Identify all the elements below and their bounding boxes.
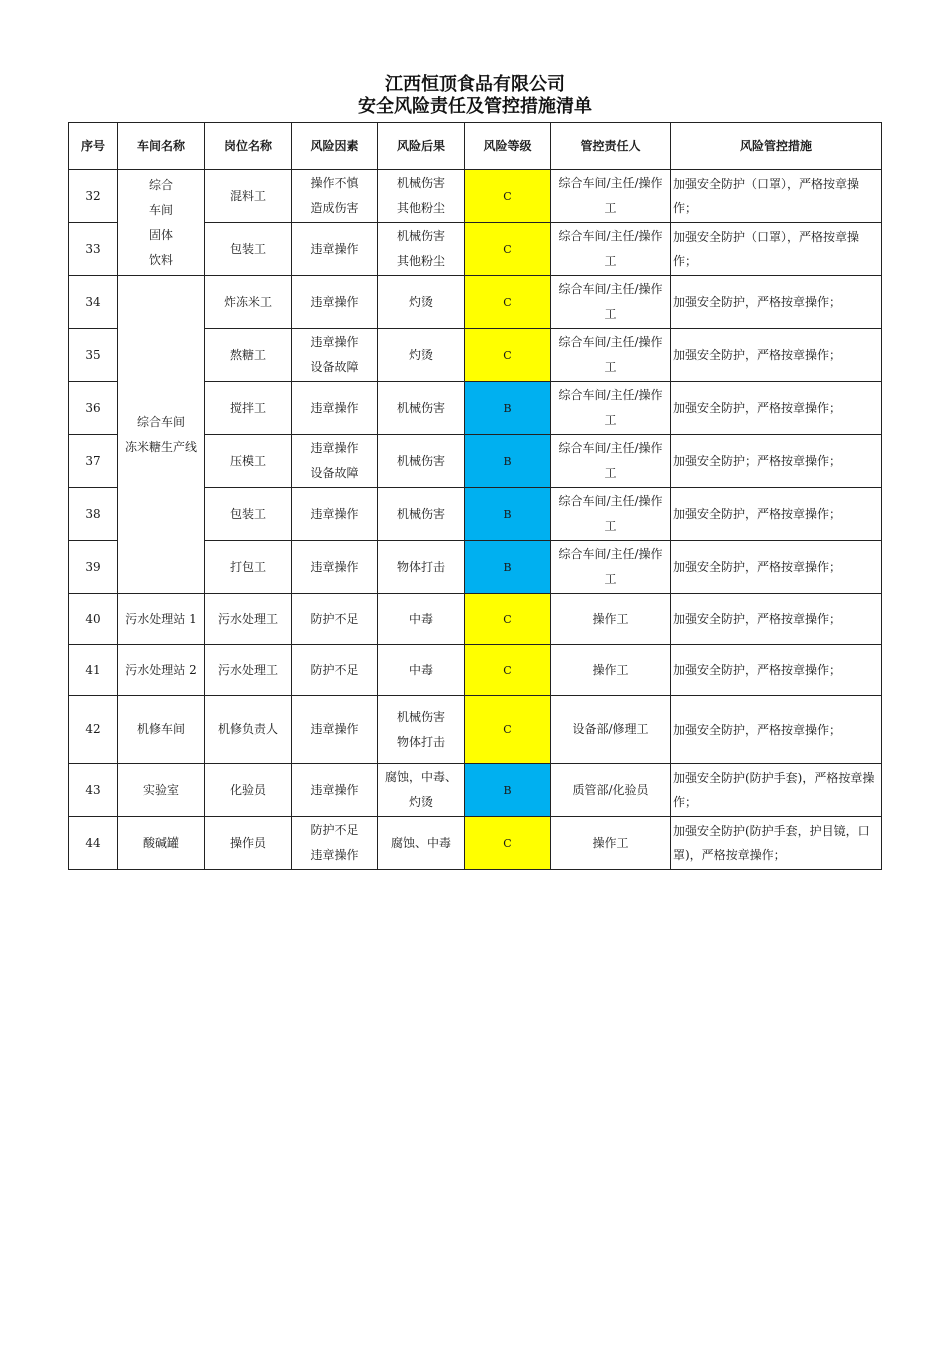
risk-level: C: [465, 696, 551, 764]
shop-name-solid: 综合 车间 固体 饮料: [118, 170, 205, 276]
row-no: 41: [69, 645, 118, 696]
risk-level: C: [465, 329, 551, 382]
risk-level: C: [465, 276, 551, 329]
post-name: 污水处理工: [205, 594, 292, 645]
control-measure: 加强安全防护，严格按章操作；: [671, 382, 882, 435]
table-row: [69, 696, 882, 764]
risk-level: B: [465, 764, 551, 817]
control-measure: 加强安全防护，严格按章操作；: [671, 696, 882, 764]
row-no: 38: [69, 488, 118, 541]
row-no: 44: [69, 817, 118, 870]
risk-level: C: [465, 645, 551, 696]
owner: 操作工: [551, 817, 671, 870]
col-header-measure: 风险管控措施: [671, 123, 882, 170]
col-header-owner: 管控责任人: [551, 123, 671, 170]
risk-factor: 防护不足: [292, 645, 378, 696]
post-name: 搅拌工: [205, 382, 292, 435]
risk-factor: 违章操作: [292, 382, 378, 435]
risk-level: B: [465, 435, 551, 488]
post-name: 操作员: [205, 817, 292, 870]
risk-table: [68, 122, 882, 870]
shop-name: 污水处理站 1: [118, 594, 205, 645]
table-row: [69, 170, 882, 223]
control-measure: 加强安全防护，严格按章操作；: [671, 541, 882, 594]
risk-result: 灼烫: [378, 329, 465, 382]
risk-factor: 违章操作 设备故障: [292, 435, 378, 488]
table-row: [69, 764, 882, 817]
table-row: [69, 594, 882, 645]
risk-level: C: [465, 223, 551, 276]
risk-result: 机械伤害 物体打击: [378, 696, 465, 764]
row-no: 42: [69, 696, 118, 764]
post-name: 包装工: [205, 488, 292, 541]
risk-level: B: [465, 382, 551, 435]
risk-result: 机械伤害: [378, 488, 465, 541]
risk-level: B: [465, 541, 551, 594]
risk-result: 腐蚀、中毒: [378, 817, 465, 870]
post-name: 打包工: [205, 541, 292, 594]
risk-factor: 违章操作: [292, 223, 378, 276]
post-name: 混料工: [205, 170, 292, 223]
owner: 操作工: [551, 645, 671, 696]
risk-result: 机械伤害 其他粉尘: [378, 223, 465, 276]
control-measure: 加强安全防护，严格按章操作；: [671, 594, 882, 645]
owner: 综合车间/主任/操作 工: [551, 541, 671, 594]
post-name: 炸冻米工: [205, 276, 292, 329]
control-measure: 加强安全防护（口罩），严格按章操作；: [671, 170, 882, 223]
owner: 操作工: [551, 594, 671, 645]
owner: 综合车间/主任/操作 工: [551, 170, 671, 223]
risk-factor: 违章操作: [292, 696, 378, 764]
risk-factor: 违章操作: [292, 276, 378, 329]
row-no: 37: [69, 435, 118, 488]
risk-level: B: [465, 488, 551, 541]
post-name: 压模工: [205, 435, 292, 488]
owner: 质管部/化验员: [551, 764, 671, 817]
col-header-factor: 风险因素: [292, 123, 378, 170]
row-no: 33: [69, 223, 118, 276]
shop-name-candy: 综合车间 冻米糖生产线: [118, 276, 205, 594]
post-name: 包装工: [205, 223, 292, 276]
risk-level: C: [465, 817, 551, 870]
post-name: 熬糖工: [205, 329, 292, 382]
shop-name: 实验室: [118, 764, 205, 817]
control-measure: 加强安全防护，严格按章操作；: [671, 329, 882, 382]
header-row: [69, 123, 882, 170]
owner: 综合车间/主任/操作 工: [551, 488, 671, 541]
risk-factor: 违章操作: [292, 488, 378, 541]
risk-factor: 违章操作: [292, 541, 378, 594]
post-name: 化验员: [205, 764, 292, 817]
table-row: [69, 817, 882, 870]
table-row: [69, 645, 882, 696]
post-name: 机修负责人: [205, 696, 292, 764]
risk-result: 中毒: [378, 645, 465, 696]
row-no: 35: [69, 329, 118, 382]
risk-factor: 防护不足 违章操作: [292, 817, 378, 870]
col-header-post: 岗位名称: [205, 123, 292, 170]
col-header-result: 风险后果: [378, 123, 465, 170]
risk-result: 机械伤害 其他粉尘: [378, 170, 465, 223]
risk-factor: 违章操作: [292, 764, 378, 817]
control-measure: 加强安全防护，严格按章操作；: [671, 488, 882, 541]
row-no: 34: [69, 276, 118, 329]
risk-level: C: [465, 594, 551, 645]
post-name: 污水处理工: [205, 645, 292, 696]
risk-factor: 操作不慎 造成伤害: [292, 170, 378, 223]
risk-result: 物体打击: [378, 541, 465, 594]
col-header-no: 序号: [69, 123, 118, 170]
col-header-level: 风险等级: [465, 123, 551, 170]
control-measure: 加强安全防护，严格按章操作；: [671, 276, 882, 329]
col-header-shop: 车间名称: [118, 123, 205, 170]
owner: 综合车间/主任/操作 工: [551, 382, 671, 435]
table-row: [69, 276, 882, 329]
list-title: 安全风险责任及管控措施清单: [358, 96, 592, 117]
owner: 综合车间/主任/操作 工: [551, 329, 671, 382]
owner: 综合车间/主任/操作 工: [551, 223, 671, 276]
risk-result: 腐蚀，中毒、 灼烫: [378, 764, 465, 817]
document-titles: [0, 74, 950, 118]
shop-name: 酸碱罐: [118, 817, 205, 870]
shop-name: 机修车间: [118, 696, 205, 764]
risk-result: 机械伤害: [378, 382, 465, 435]
control-measure: 加强安全防护(防护手套)，严格按章操作；: [671, 764, 882, 817]
company-title: 江西恒顶食品有限公司: [385, 74, 565, 95]
risk-level: C: [465, 170, 551, 223]
control-measure: 加强安全防护(防护手套，护目镜，口罩)，严格按章操作；: [671, 817, 882, 870]
row-no: 39: [69, 541, 118, 594]
row-no: 40: [69, 594, 118, 645]
risk-result: 机械伤害: [378, 435, 465, 488]
shop-name: 污水处理站 2: [118, 645, 205, 696]
control-measure: 加强安全防护；严格按章操作；: [671, 435, 882, 488]
row-no: 36: [69, 382, 118, 435]
control-measure: 加强安全防护（口罩），严格按章操作；: [671, 223, 882, 276]
owner: 综合车间/主任/操作 工: [551, 276, 671, 329]
owner: 设备部/修理工: [551, 696, 671, 764]
risk-result: 灼烫: [378, 276, 465, 329]
owner: 综合车间/主任/操作 工: [551, 435, 671, 488]
row-no: 32: [69, 170, 118, 223]
risk-result: 中毒: [378, 594, 465, 645]
control-measure: 加强安全防护，严格按章操作；: [671, 645, 882, 696]
risk-factor: 防护不足: [292, 594, 378, 645]
row-no: 43: [69, 764, 118, 817]
risk-factor: 违章操作 设备故障: [292, 329, 378, 382]
